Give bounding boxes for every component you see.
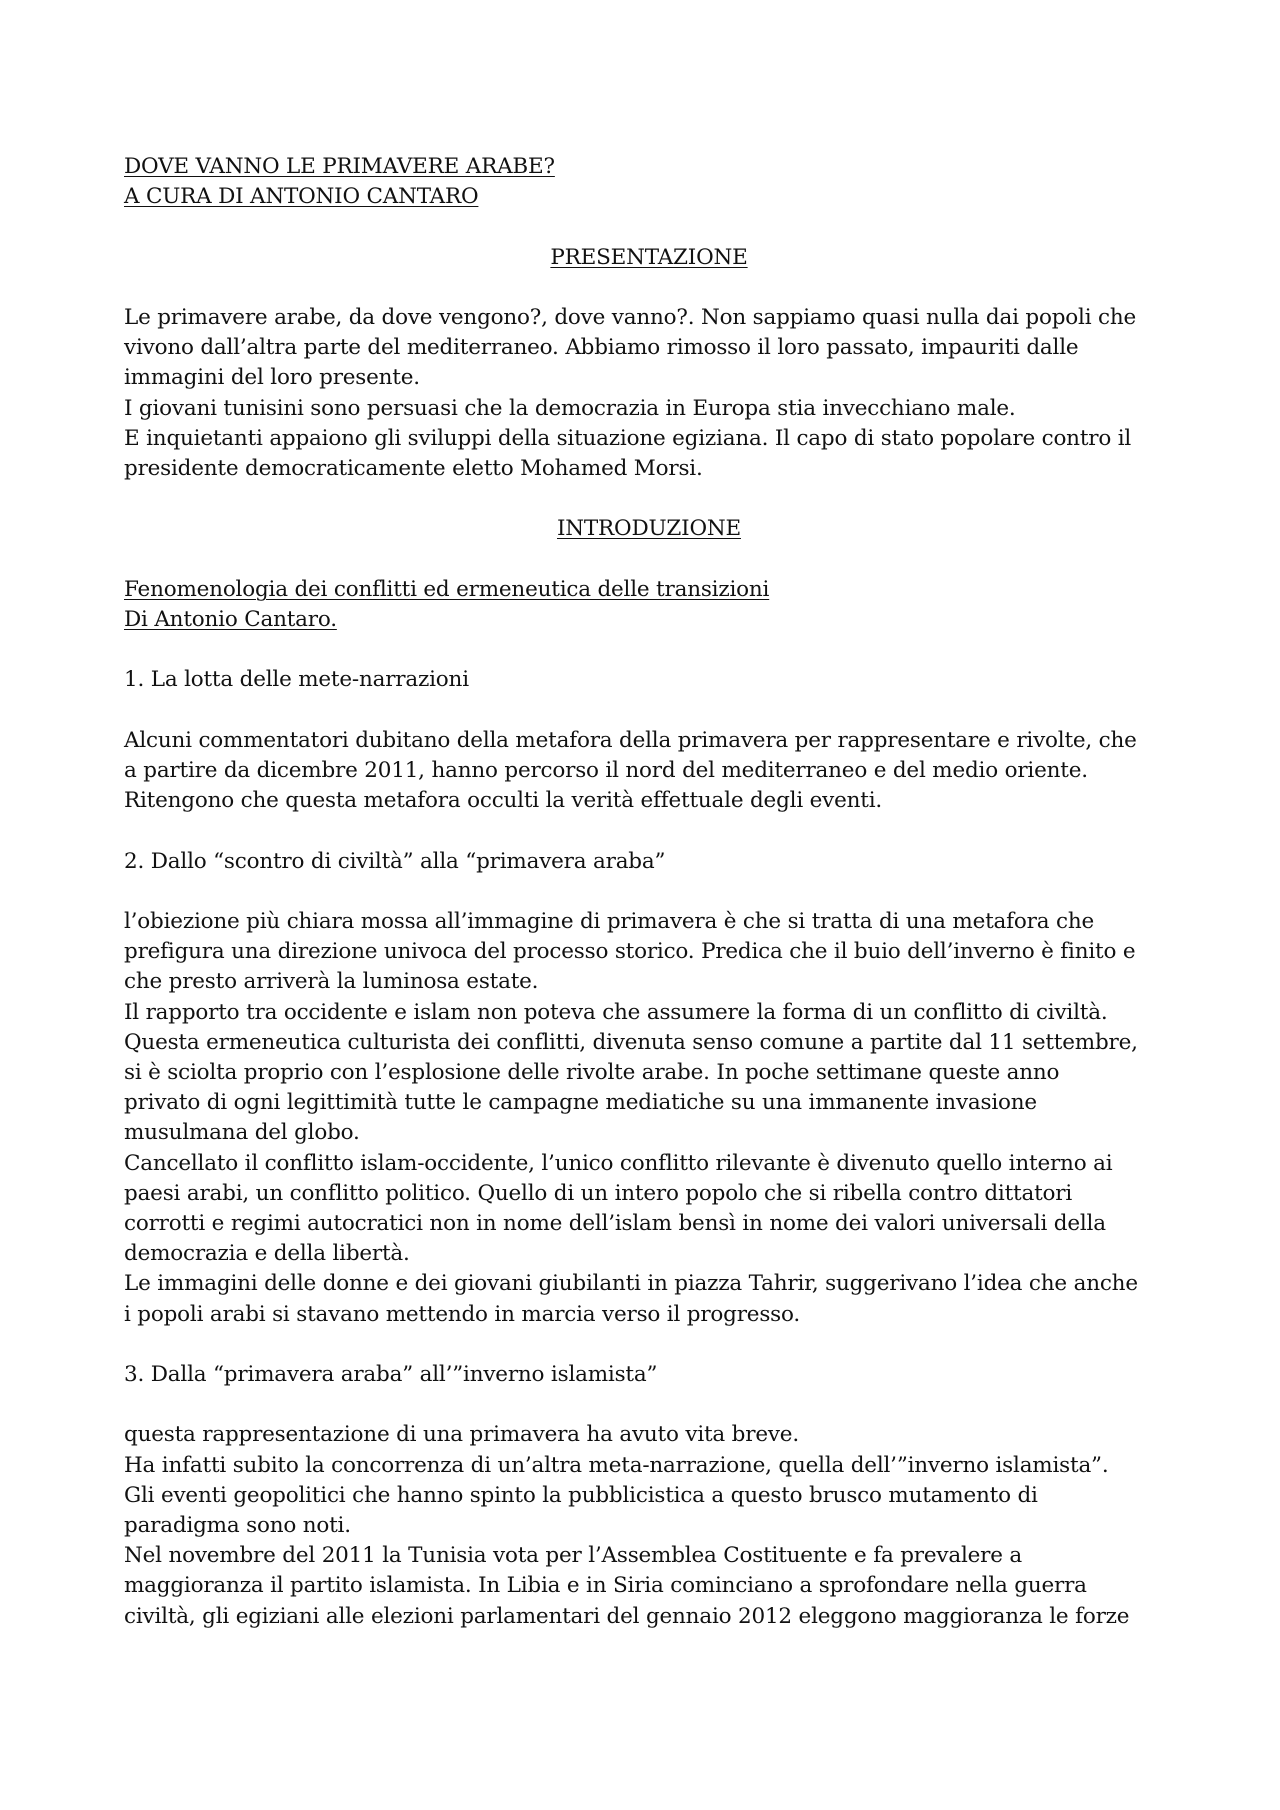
section-1-heading: 1. La lotta delle mete-narrazioni: [124, 667, 469, 693]
section-2-paragraph: [124, 907, 1174, 1330]
section-3-line: Gli eventi geopolitici che hanno spinto la pubblicistica a questo brusco mutamento di: [124, 1482, 1038, 1508]
document-title: DOVE VANNO LE PRIMAVERE ARABE?: [124, 154, 555, 179]
presentazione-paragraph: [124, 303, 1174, 484]
section-2-line: che presto arriverà la luminosa estate.: [124, 969, 539, 995]
section-3-paragraph: [124, 1420, 1174, 1631]
section-2-line: Le immagini delle donne e dei giovani giubilanti in piazza Tahrir, suggerivano l’idea che anche: [124, 1271, 1138, 1297]
introduzione-heading: INTRODUZIONE: [557, 516, 741, 542]
introduzione-subtitle-block: [124, 575, 1174, 635]
section-2-line: Cancellato il conflitto islam-occidente, l’unico conflitto rilevante è divenuto quello interno ai: [124, 1150, 1113, 1176]
presentazione-line: E inquietanti appaiono gli sviluppi della situazione egiziana. Il capo di stato popolare contro il: [124, 425, 1132, 451]
section-2-line: privato di ogni legittimità tutte le campagne mediatiche su una immanente invasione: [124, 1090, 1037, 1116]
section-2-line: si è sciolta proprio con l’esplosione delle rivolte arabe. In poche settimane queste anno: [124, 1059, 1060, 1085]
section-2-line: corrotti e regimi autocratici non in nome dell’islam bensì in nome dei valori universali della: [124, 1210, 1106, 1236]
section-1-line: Alcuni commentatori dubitano della metafora della primavera per rappresentare e rivolte, che: [124, 727, 1137, 753]
section-2-line: musulmana del globo.: [124, 1120, 360, 1146]
section-1-paragraph: [124, 726, 1174, 817]
section-1-line: Ritengono che questa metafora occulti la verità effettuale degli eventi.: [124, 788, 883, 814]
section-3-line: paradigma sono noti.: [124, 1512, 351, 1538]
presentazione-line: I giovani tunisini sono persuasi che la democrazia in Europa stia invecchiano male.: [124, 395, 1016, 421]
introduzione-author: Di Antonio Cantaro.: [124, 606, 337, 632]
section-3-line: Nel novembre del 2011 la Tunisia vota per l’Assemblea Costituente e fa prevalere a: [124, 1543, 1023, 1569]
section-1-line: a partire da dicembre 2011, hanno percorso il nord del mediterraneo e del medio oriente.: [124, 757, 1088, 783]
section-3-line: maggioranza il partito islamista. In Libia e in Siria cominciano a sprofondare nella guerra: [124, 1573, 1087, 1599]
presentazione-line: Le primavere arabe, da dove vengono?, dove vanno?. Non sappiamo quasi nulla dai popoli che: [124, 304, 1137, 330]
section-3-line: civiltà, gli egiziani alle elezioni parlamentari del gennaio 2012 eleggono maggioranza le forze: [124, 1603, 1130, 1629]
presentazione-line: presidente democraticamente eletto Mohamed Morsi.: [124, 456, 703, 481]
section-2-line: prefigura una direzione univoca del processo storico. Predica che il buio dell’inverno è finito e: [124, 939, 1136, 965]
section-2-line: democrazia e della libertà.: [124, 1241, 410, 1267]
document-editor: A CURA DI ANTONIO CANTARO: [124, 184, 479, 210]
section-2-line: Il rapporto tra occidente e islam non poteva che assumere la forma di un conflitto di civiltà.: [124, 999, 1108, 1025]
section-3-heading: 3. Dalla “primavera araba” all’”inverno islamista”: [124, 1361, 658, 1387]
section-2-line: l’obiezione più chiara mossa all’immagine di primavera è che si tratta di una metafora che: [124, 908, 1095, 934]
presentazione-heading: PRESENTAZIONE: [550, 244, 748, 270]
section-3-line: Ha infatti subito la concorrenza di un’altra meta-narrazione, quella dell’”inverno islamista”.: [124, 1452, 1109, 1478]
section-2-heading: 2. Dallo “scontro di civiltà” alla “primavera araba”: [124, 848, 666, 874]
document-text: [124, 152, 1174, 1632]
section-2-line: Questa ermeneutica culturista dei conflitti, divenuta senso comune a partite dal 11 settembre,: [124, 1029, 1138, 1055]
introduzione-subtitle: Fenomenologia dei conflitti ed ermeneutica delle transizioni: [124, 576, 770, 602]
presentazione-line: immagini del loro presente.: [124, 365, 420, 391]
section-2-line: paesi arabi, un conflitto politico. Quello di un intero popolo che si ribella contro dittatori: [124, 1180, 1073, 1206]
presentazione-line: vivono dall’altra parte del mediterraneo. Abbiamo rimosso il loro passato, impauriti dalle: [124, 335, 1079, 361]
section-2-line: i popoli arabi si stavano mettendo in marcia verso il progresso.: [124, 1301, 800, 1327]
section-3-line: questa rappresentazione di una primavera ha avuto vita breve.: [124, 1422, 799, 1448]
